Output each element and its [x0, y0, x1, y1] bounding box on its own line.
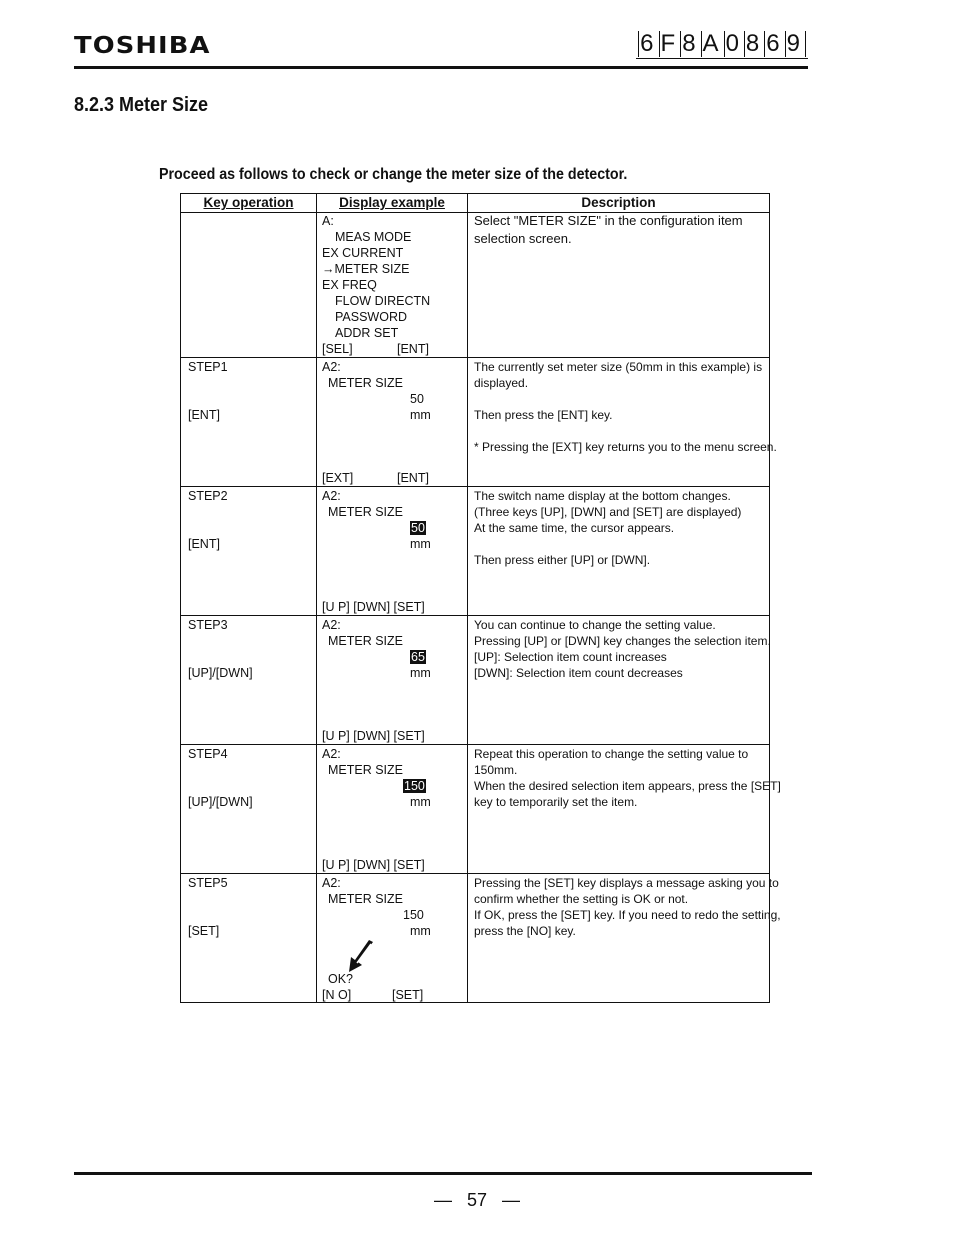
description-cell	[468, 616, 770, 745]
display-line: EX CURRENT	[322, 246, 404, 260]
header-key-operation: Key operation	[181, 194, 317, 213]
display-cell	[317, 213, 468, 358]
table-row	[181, 487, 770, 616]
display-cell	[317, 874, 468, 1003]
description-line: If OK, press the [SET] key. If you need to redo the setting,	[474, 908, 781, 922]
display-line: →METER SIZE	[322, 262, 410, 276]
key-cell	[181, 358, 317, 487]
display-cell	[317, 358, 468, 487]
display-line: A:	[322, 214, 334, 228]
description-line: confirm whether the setting is OK or not.	[474, 892, 689, 906]
description-line: key to temporarily set the item.	[474, 795, 638, 809]
page-dash: —	[502, 1190, 521, 1210]
display-line: METER SIZE	[328, 376, 404, 390]
display-key: [ENT]	[397, 471, 429, 485]
description-cell	[468, 745, 781, 874]
key-cell	[181, 745, 317, 874]
key-label: [ENT]	[188, 408, 220, 422]
display-cell	[317, 616, 468, 745]
key-label: [SET]	[188, 924, 220, 938]
doc-char: F	[660, 31, 682, 57]
doc-char: A	[702, 31, 725, 57]
pointing-arrow-icon	[347, 940, 375, 974]
description-line: At the same time, the cursor appears.	[474, 521, 675, 535]
table-row	[181, 616, 770, 745]
doc-char: 9	[786, 31, 806, 57]
description-line: Repeat this operation to change the setting value to	[474, 747, 749, 761]
step-label: STEP1	[188, 360, 228, 374]
step-label: STEP4	[188, 747, 228, 761]
section-title: 8.2.3 Meter Size	[74, 94, 209, 116]
display-unit: mm	[410, 795, 431, 809]
display-cell	[317, 745, 468, 874]
display-value-cursor: 150	[404, 779, 425, 793]
display-cell	[317, 487, 468, 616]
doc-char: 6	[765, 31, 785, 57]
display-line: METER SIZE	[328, 892, 404, 906]
description-line: The currently set meter size (50mm in this example) is	[474, 360, 763, 374]
display-value: 50	[410, 392, 424, 406]
description-line: Pressing [UP] or [DWN] key changes the selection item.	[474, 634, 771, 648]
description-line: [UP]: Selection item count increases	[474, 650, 667, 664]
doc-char: 8	[745, 31, 765, 57]
description-line: Pressing the [SET] key displays a message asking you to	[474, 876, 779, 890]
display-line: FLOW DIRECTN	[335, 294, 431, 308]
description-line: The switch name display at the bottom changes.	[474, 489, 731, 503]
header-display-example: Display example	[317, 194, 468, 213]
display-line: A2:	[322, 489, 341, 503]
key-label: [UP]/[DWN]	[188, 795, 253, 809]
doc-char: 8	[681, 31, 701, 57]
page-dash: —	[433, 1190, 452, 1210]
description-cell	[468, 213, 770, 358]
display-line: EX FREQ	[322, 278, 377, 292]
key-cell	[181, 874, 317, 1003]
description-line: You can continue to change the setting value.	[474, 618, 716, 632]
header-rule	[74, 66, 808, 69]
display-line: METER SIZE	[328, 505, 404, 519]
doc-char: 6	[638, 31, 659, 57]
table-row	[181, 874, 770, 1003]
toshiba-logo: TOSHIBA	[74, 33, 211, 59]
description-line: (Three keys [UP], [DWN] and [SET] are displayed)	[474, 505, 742, 519]
table-row	[181, 358, 770, 487]
display-key: [U P] [DWN] [SET]	[322, 858, 425, 872]
display-value-cursor: 50	[411, 521, 425, 535]
description-line: selection screen.	[474, 231, 572, 246]
display-value: 150	[403, 908, 424, 922]
description-line: displayed.	[474, 376, 529, 390]
key-cell	[181, 616, 317, 745]
display-line: PASSWORD	[335, 310, 407, 324]
description-line: press the [NO] key.	[474, 924, 576, 938]
header-description: Description	[468, 194, 770, 213]
step-label: STEP2	[188, 489, 228, 503]
display-key: [ENT]	[397, 342, 429, 356]
description-line: Then press the [ENT] key.	[474, 408, 613, 422]
table-header-row	[181, 194, 770, 213]
description-cell	[468, 487, 770, 616]
description-cell	[468, 358, 777, 487]
description-line: Select "METER SIZE" in the configuration item	[474, 213, 743, 228]
display-line: A2:	[322, 360, 341, 374]
display-line: ADDR SET	[335, 326, 399, 340]
display-line: METER SIZE	[328, 763, 404, 777]
key-label: [UP]/[DWN]	[188, 666, 253, 680]
display-line: A2:	[322, 618, 341, 632]
display-key: [EXT]	[322, 471, 354, 485]
display-unit: mm	[410, 924, 431, 938]
key-cell	[181, 213, 317, 358]
display-unit: mm	[410, 666, 431, 680]
display-value-cursor: 65	[411, 650, 425, 664]
lead-text: Proceed as follows to check or change the meter size of the detector.	[159, 166, 628, 183]
doc-char: 0	[725, 31, 745, 57]
page-number: — 57 —	[433, 1190, 521, 1210]
display-line: METER SIZE	[328, 634, 404, 648]
footer-rule	[74, 1172, 812, 1175]
display-unit: mm	[410, 408, 431, 422]
display-key: [N O]	[322, 988, 352, 1002]
display-line: OK?	[328, 972, 354, 986]
table-row	[181, 213, 770, 358]
procedure-table	[180, 193, 781, 1003]
display-unit: mm	[410, 537, 431, 551]
key-label: [ENT]	[188, 537, 220, 551]
display-line: A2:	[322, 876, 341, 890]
display-key: [SET]	[392, 988, 424, 1002]
description-line: * Pressing the [EXT] key returns you to the menu screen.	[474, 440, 777, 454]
step-label: STEP3	[188, 618, 228, 632]
display-key: [U P] [DWN] [SET]	[322, 600, 425, 614]
step-label: STEP5	[188, 876, 228, 890]
description-line: Then press either [UP] or [DWN].	[474, 553, 651, 567]
key-cell	[181, 487, 317, 616]
description-line: [DWN]: Selection item count decreases	[474, 666, 683, 680]
description-line: When the desired selection item appears, press the [SET]	[474, 779, 781, 793]
display-line: MEAS MODE	[335, 230, 412, 244]
table-row	[181, 745, 770, 874]
display-key: [SEL]	[322, 342, 353, 356]
display-key: [U P] [DWN] [SET]	[322, 729, 425, 743]
description-line: 150mm.	[474, 763, 518, 777]
document-number	[636, 30, 808, 59]
display-line: A2:	[322, 747, 341, 761]
description-cell	[468, 874, 781, 1003]
